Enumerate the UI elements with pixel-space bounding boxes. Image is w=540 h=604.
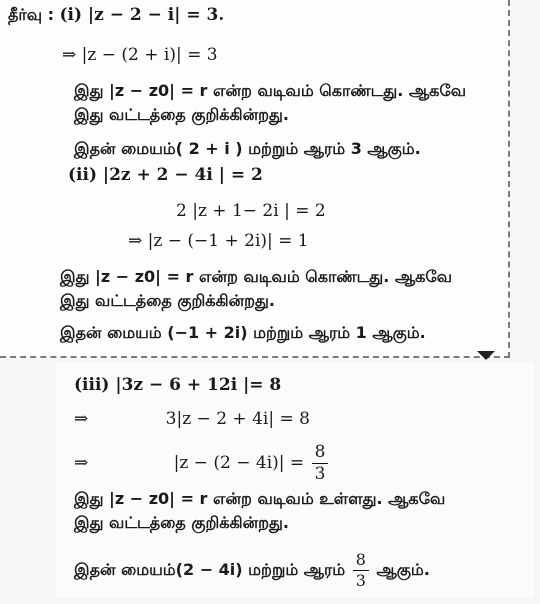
part-ii-form-text: இது |z − z0| = r என்ற வடிவம் கொண்டது. ஆகவே	[60, 267, 453, 286]
part-i-step: ⇒ |z − (2 + i)| = 3	[62, 45, 218, 65]
part-ii-step-1: 2 |z + 1− 2i | = 2	[176, 201, 326, 221]
part-iii-circle-text: இது வட்டத்தை குறிக்கின்றது.	[74, 513, 289, 532]
fraction	[353, 552, 369, 589]
part-iii-step-2-expr: |z − (2 − 4i)| =	[173, 453, 305, 473]
part-iii-step-2	[74, 444, 330, 483]
part-ii-step-2: ⇒ |z − (−1 + 2i)| = 1	[128, 231, 309, 251]
implies-arrow: ⇒	[74, 409, 89, 429]
fraction-numerator: 8	[312, 444, 329, 464]
fraction-denominator: 3	[355, 571, 366, 590]
part-iii-result	[74, 552, 430, 589]
part-iii-result-end: ஆகும்.	[376, 560, 430, 579]
fraction-denominator: 3	[314, 464, 326, 484]
fraction	[312, 444, 329, 483]
part-i-result: இதன் மையம்( 2 + i ) மற்றும் ஆரம் 3 ஆகும்.	[74, 139, 421, 158]
solution-line-1	[8, 4, 224, 26]
implies-arrow: ⇒	[74, 453, 89, 473]
part-iii-result-text: இதன் மையம்(2 − 4i) மற்றும் ஆரம்	[74, 560, 346, 579]
card-marker-icon	[477, 351, 495, 360]
part-i-form-text: இது |z − z0| = r என்ற வடிவம் கொண்டது. ஆகவே	[74, 81, 467, 100]
part-ii-equation: (ii) |2z + 2 − 4i | = 2	[68, 165, 263, 185]
fraction-numerator: 8	[353, 552, 369, 571]
part-ii-circle-text: இது வட்டத்தை குறிக்கின்றது.	[60, 291, 275, 310]
part-i-circle-text: இது வட்டத்தை குறிக்கின்றது.	[74, 105, 289, 124]
part-ii-result: இதன் மையம் (−1 + 2i) மற்றும் ஆரம் 1 ஆகும்.	[60, 323, 426, 342]
solution-label: தீர்வு :	[8, 5, 55, 24]
part-iii-form-text: இது |z − z0| = r என்ற வடிவம் உள்ளது. ஆகவே	[74, 489, 446, 508]
part-iii-equation: (iii) |3z − 6 + 12i |= 8	[74, 375, 282, 395]
part-iii-step-1-expr: 3|z − 2 + 4i| = 8	[165, 409, 310, 429]
part-i-equation: (i) |z − 2 − i| = 3.	[59, 5, 225, 25]
part-iii-step-1	[74, 408, 310, 430]
